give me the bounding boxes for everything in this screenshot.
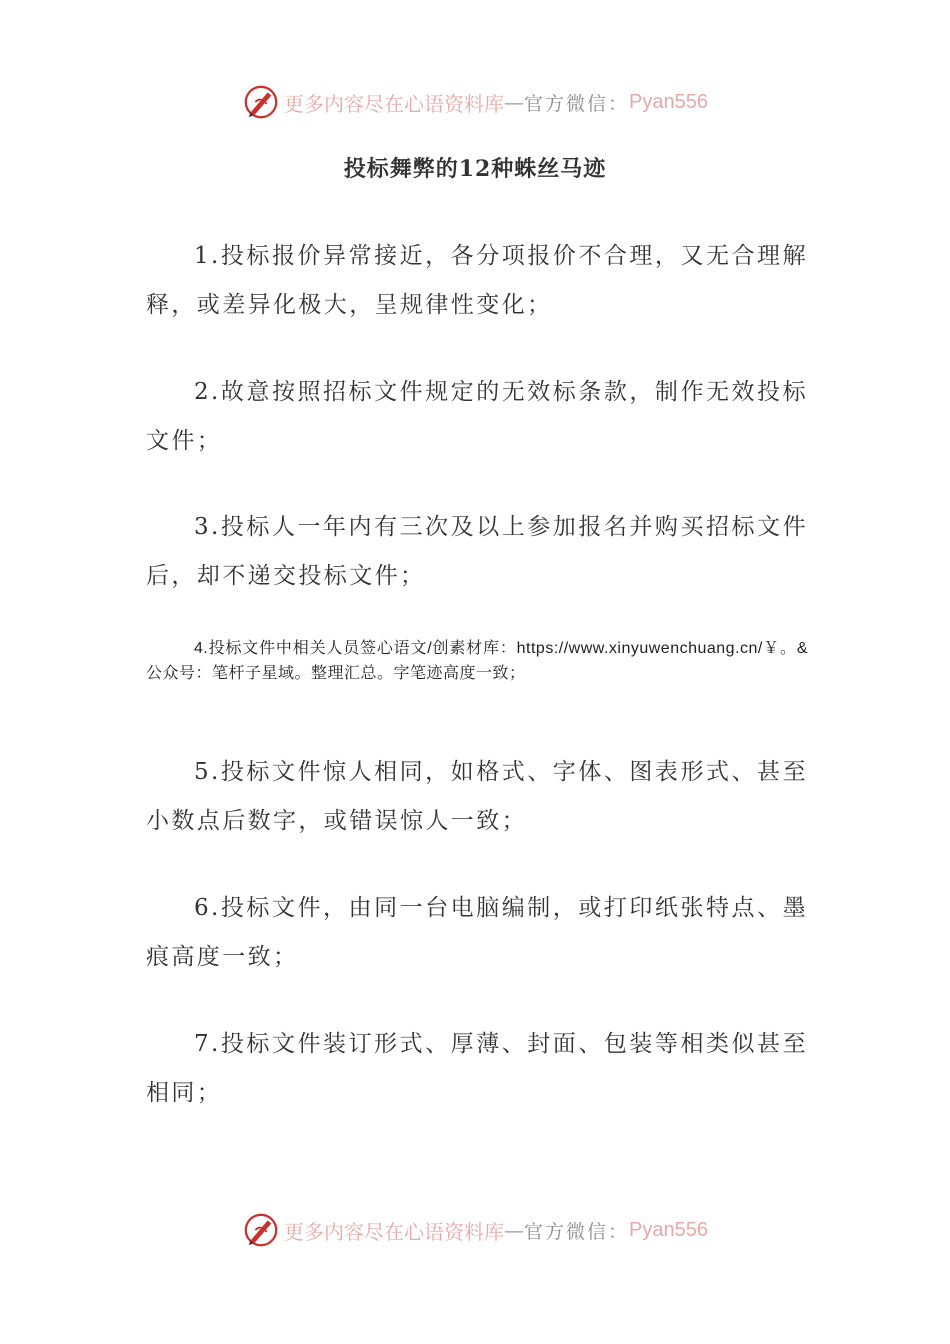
list-item-3: 3.投标人一年内有三次及以上参加报名并购买招标文件后，却不递交投标文件； (146, 514, 808, 589)
list-item-4: 4.投标文件中相关人员签心语文/创素材库：https://www.xinyuwenchuang.cn/￥。&公众号：笔杆子星域。整理汇总。字笔迹高度一致； (146, 640, 808, 682)
banner-wechat-id: Pyan556 (629, 1218, 708, 1241)
document-title: 投标舞弊的12种蛛丝马迹 (343, 156, 607, 182)
banner-wechat-id: Pyan556 (629, 90, 708, 113)
banner-separator: — (504, 1218, 524, 1242)
pen-logo-icon (242, 1211, 280, 1249)
list-item-1: 1.投标报价异常接近，各分项报价不合理，又无合理解释，或差异化极大，呈规律性变化； (146, 243, 808, 318)
banner-site-text: 更多内容尽在心语资料库 (284, 91, 504, 116)
list-item-6: 6.投标文件，由同一台电脑编制，或打印纸张特点、墨痕高度一致； (146, 895, 808, 970)
list-item-2: 2.故意按照招标文件规定的无效标条款，制作无效投标文件； (146, 379, 808, 454)
list-item-5: 5.投标文件惊人相同，如格式、字体、图表形式、甚至小数点后数字，或错误惊人一致； (146, 759, 808, 834)
banner-wechat-label: 官方微信： (524, 1220, 630, 1243)
banner-wechat-label: 官方微信： (524, 92, 630, 115)
list-item-7: 7.投标文件装订形式、厚薄、封面、包装等相类似甚至相同； (146, 1031, 808, 1106)
footer-banner (0, 1208, 950, 1252)
banner-separator: — (504, 90, 524, 114)
banner-site-text: 更多内容尽在心语资料库 (284, 1219, 504, 1244)
pen-logo-icon (242, 83, 280, 121)
header-banner (0, 80, 950, 124)
